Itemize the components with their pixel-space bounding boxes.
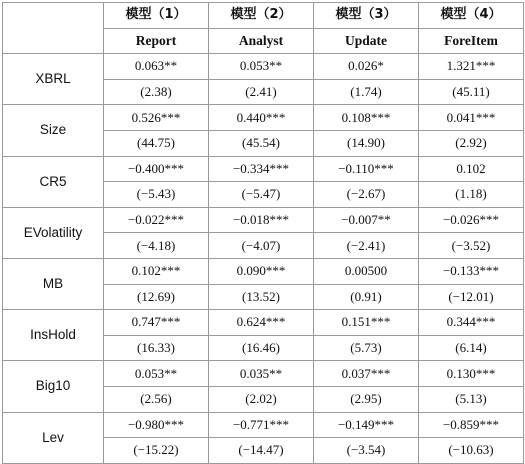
coefficient-cell: 1.321*** [419, 54, 524, 80]
coefficient-cell: 0.026* [314, 54, 419, 80]
coefficient-cell: −0.149*** [314, 412, 419, 438]
coefficient-cell: 0.526*** [104, 105, 209, 131]
dependent-header: Update [314, 28, 419, 54]
t-statistic-cell: (2.95) [314, 386, 419, 412]
coefficient-cell: 0.00500 [314, 258, 419, 284]
coefficient-cell: −0.110*** [314, 156, 419, 182]
t-statistic-cell: (45.54) [209, 130, 314, 156]
coef-row [3, 412, 524, 438]
t-statistic-cell: (2.92) [419, 130, 524, 156]
t-statistic-cell: (−15.22) [104, 438, 209, 464]
t-statistic-cell: (2.02) [209, 386, 314, 412]
t-statistic-cell: (2.41) [209, 79, 314, 105]
dependent-header: Report [104, 28, 209, 54]
coef-row [3, 207, 524, 233]
coefficient-cell: 0.063** [104, 54, 209, 80]
t-statistic-cell: (16.33) [104, 335, 209, 361]
coefficient-cell: 0.344*** [419, 310, 524, 336]
variable-label: InsHold [3, 310, 104, 361]
coefficient-cell: 0.108*** [314, 105, 419, 131]
variable-label: CR5 [3, 156, 104, 207]
t-statistic-cell: (5.13) [419, 386, 524, 412]
coefficient-cell: 0.035** [209, 361, 314, 387]
t-statistic-cell: (−2.41) [314, 233, 419, 259]
model-header: 模型（4） [419, 3, 524, 29]
coefficient-cell: −0.334*** [209, 156, 314, 182]
coef-row [3, 258, 524, 284]
t-statistic-cell: (16.46) [209, 335, 314, 361]
t-statistic-cell: (−12.01) [419, 284, 524, 310]
coef-row [3, 156, 524, 182]
variable-label: EVolatility [3, 207, 104, 258]
t-statistic-cell: (2.38) [104, 79, 209, 105]
t-statistic-cell: (12.69) [104, 284, 209, 310]
t-statistic-cell: (5.73) [314, 335, 419, 361]
coefficient-cell: −0.007** [314, 207, 419, 233]
model-header: 模型（2） [209, 3, 314, 29]
t-statistic-cell: (−3.52) [419, 233, 524, 259]
corner-cell [3, 3, 104, 54]
coefficient-cell: 0.130*** [419, 361, 524, 387]
coef-row [3, 54, 524, 80]
regression-table [2, 2, 524, 464]
coefficient-cell: −0.980*** [104, 412, 209, 438]
t-statistic-cell: (−3.54) [314, 438, 419, 464]
variable-label: Size [3, 105, 104, 156]
variable-label: Big10 [3, 361, 104, 412]
coef-row [3, 310, 524, 336]
coefficient-cell: −0.133*** [419, 258, 524, 284]
t-statistic-cell: (−2.67) [314, 182, 419, 208]
model-header: 模型（3） [314, 3, 419, 29]
t-statistic-cell: (14.90) [314, 130, 419, 156]
coefficient-cell: −0.022*** [104, 207, 209, 233]
coefficient-cell: 0.041*** [419, 105, 524, 131]
coefficient-cell: 0.102 [419, 156, 524, 182]
t-statistic-cell: (44.75) [104, 130, 209, 156]
coefficient-cell: 0.053** [104, 361, 209, 387]
coefficient-cell: 0.053** [209, 54, 314, 80]
coefficient-cell: −0.771*** [209, 412, 314, 438]
t-statistic-cell: (−5.43) [104, 182, 209, 208]
coefficient-cell: −0.859*** [419, 412, 524, 438]
coefficient-cell: 0.151*** [314, 310, 419, 336]
dependent-header: Analyst [209, 28, 314, 54]
coefficient-cell: 0.102*** [104, 258, 209, 284]
variable-label: Lev [3, 412, 104, 463]
coefficient-cell: 0.090*** [209, 258, 314, 284]
t-statistic-cell: (13.52) [209, 284, 314, 310]
variable-label: XBRL [3, 54, 104, 105]
t-statistic-cell: (0.91) [314, 284, 419, 310]
coefficient-cell: −0.026*** [419, 207, 524, 233]
t-statistic-cell: (−10.63) [419, 438, 524, 464]
t-statistic-cell: (−5.47) [209, 182, 314, 208]
coefficient-cell: 0.624*** [209, 310, 314, 336]
t-statistic-cell: (2.56) [104, 386, 209, 412]
t-statistic-cell: (45.11) [419, 79, 524, 105]
header-row-models [3, 3, 524, 29]
t-statistic-cell: (−4.18) [104, 233, 209, 259]
t-statistic-cell: (−14.47) [209, 438, 314, 464]
variable-label: MB [3, 258, 104, 309]
coefficient-cell: 0.037*** [314, 361, 419, 387]
dependent-header: ForeItem [419, 28, 524, 54]
coefficient-cell: 0.747*** [104, 310, 209, 336]
t-statistic-cell: (1.74) [314, 79, 419, 105]
coefficient-cell: 0.440*** [209, 105, 314, 131]
t-statistic-cell: (6.14) [419, 335, 524, 361]
t-statistic-cell: (1.18) [419, 182, 524, 208]
t-statistic-cell: (−4.07) [209, 233, 314, 259]
coefficient-cell: −0.400*** [104, 156, 209, 182]
coef-row [3, 361, 524, 387]
regression-table-body [3, 3, 524, 464]
model-header: 模型（1） [104, 3, 209, 29]
coefficient-cell: −0.018*** [209, 207, 314, 233]
coef-row [3, 105, 524, 131]
